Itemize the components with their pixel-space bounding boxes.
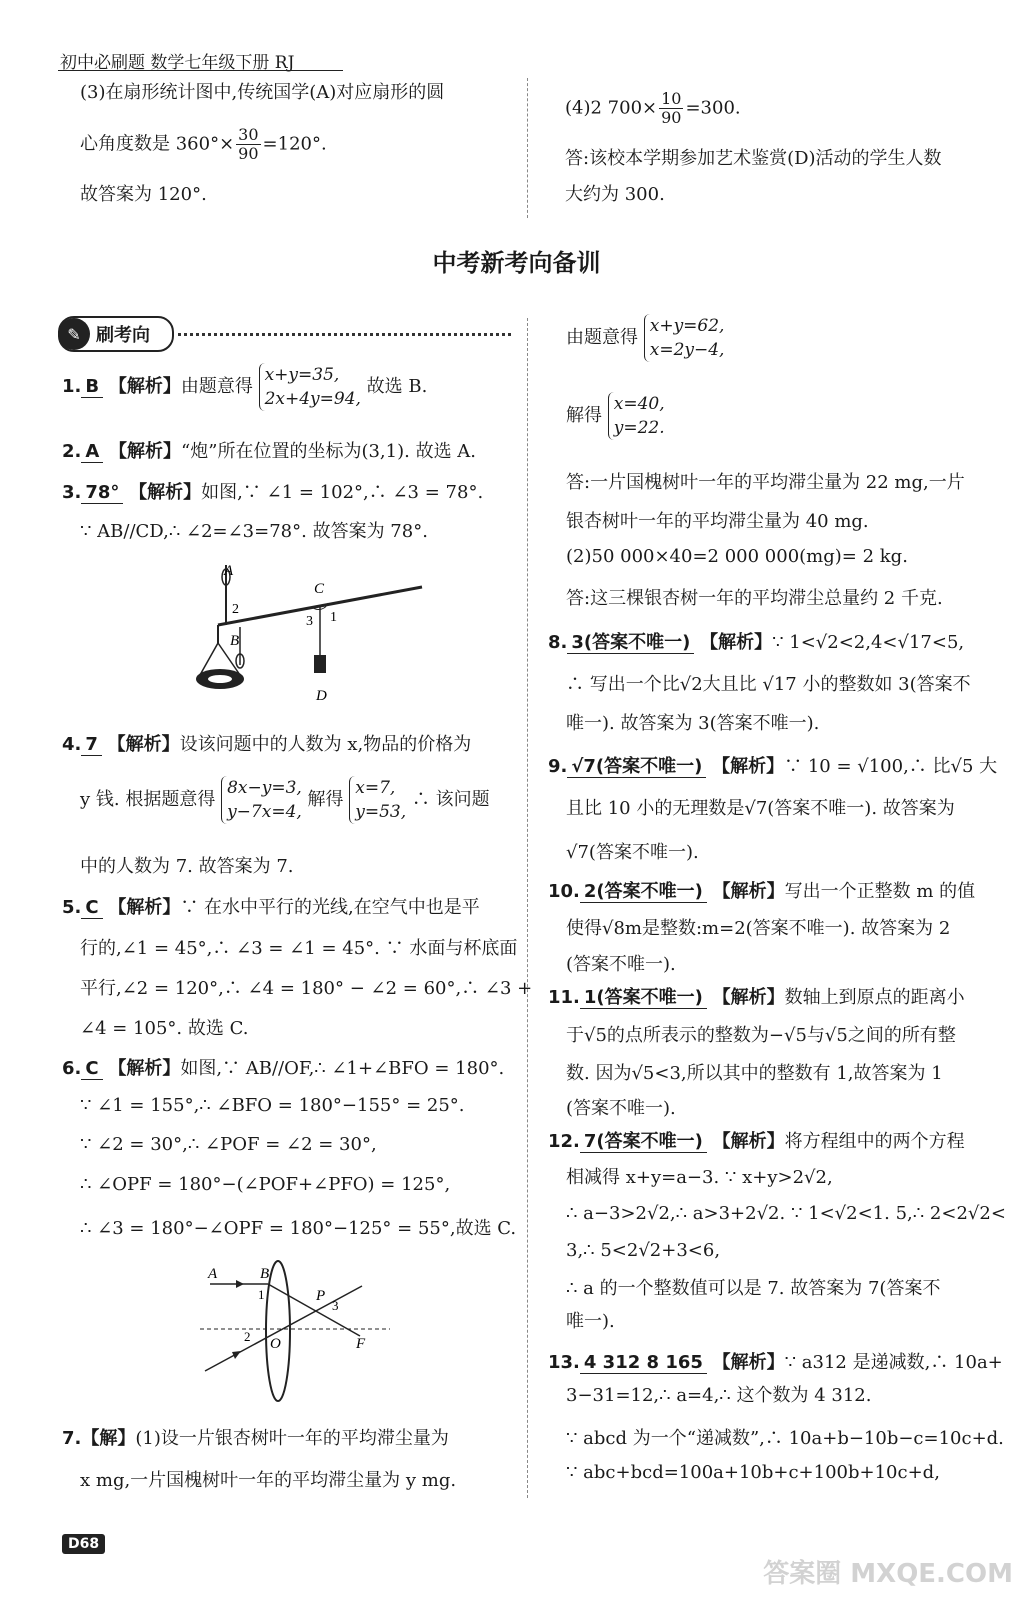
question-12 xyxy=(548,1127,965,1153)
text-line: 中的人数为 7. 故答案为 7. xyxy=(80,856,294,877)
text-line xyxy=(80,776,490,824)
text-line: ∴ a−3>2√2,∴ a>3+2√2. ∵ 1<√2<1. 5,∴ 2<2√2< xyxy=(566,1203,1006,1224)
answer: 7(答案不唯一) xyxy=(580,1131,707,1153)
question-3 xyxy=(62,478,483,504)
text-line xyxy=(565,90,741,127)
text-run: (1)设一片银杏树叶一年的平均滞尘量为 xyxy=(135,1428,449,1449)
text-line xyxy=(80,126,327,163)
question-number: 2. xyxy=(62,441,82,462)
badge-label: 刷考向 xyxy=(96,325,150,346)
text-line: ∵ abc+bcd=100a+10b+c+100b+10c+d, xyxy=(566,1462,940,1483)
text-line: √7(答案不唯一). xyxy=(566,842,699,863)
text-line: ∴ a 的一个整数值可以是 7. 故答案为 7(答案不 xyxy=(566,1278,941,1299)
text-run: 由题意得 xyxy=(566,327,638,348)
equation: 8x−y=3, xyxy=(227,778,302,798)
arrow-icon xyxy=(232,1351,241,1359)
answer: 2(答案不唯一) xyxy=(580,881,707,903)
question-10 xyxy=(548,877,975,903)
analysis-tag: 【解析】 xyxy=(712,881,785,902)
text-run: =120°. xyxy=(262,133,327,155)
text-line: ∴ ∠OPF = 180°−(∠POF+∠PFO) = 125°, xyxy=(80,1174,451,1195)
analysis-tag: 【解析】 xyxy=(712,1352,785,1373)
answer: 78° xyxy=(81,482,123,504)
equation: x+y=62, xyxy=(649,316,725,336)
text-line: x mg,一片国槐树叶一年的平均滞尘量为 y mg. xyxy=(80,1470,457,1491)
angle-label-3: 3 xyxy=(306,614,313,629)
answer: 3(答案不唯一) xyxy=(567,632,694,654)
text-run: ∵ 在水中平行的光线,在空气中也是平 xyxy=(180,897,480,918)
text-line xyxy=(566,314,724,362)
numerator: 10 xyxy=(661,89,682,108)
text-run: (4)2 700× xyxy=(565,97,658,119)
question-2 xyxy=(62,437,476,463)
text-line xyxy=(566,392,665,440)
text-run: ∵ a312 是递减数,∴ 10a+ xyxy=(784,1352,1003,1373)
fraction xyxy=(659,90,683,127)
text-line: 大约为 300. xyxy=(565,184,665,205)
text-line: (3)在扇形统计图中,传统国学(A)对应扇形的圆 xyxy=(80,82,445,103)
angle-label-2: 2 xyxy=(244,1329,251,1344)
label-B: B xyxy=(260,1266,270,1282)
label-B: B xyxy=(230,633,240,649)
text-run: ∵ 1<√2<2,4<√17<5, xyxy=(772,632,965,653)
text-run: 由题意得 xyxy=(180,376,253,397)
angle-label-1: 1 xyxy=(258,1287,265,1302)
equation: x=40, xyxy=(613,394,665,414)
question-13 xyxy=(548,1348,1003,1374)
text-run: 故选 B. xyxy=(366,376,428,397)
text-line: ∵ ∠2 = 30°,∴ ∠POF = ∠2 = 30°, xyxy=(80,1134,377,1155)
analysis-tag: 【解析】 xyxy=(712,987,785,1008)
label-P: P xyxy=(316,1288,326,1304)
label-F: F xyxy=(356,1336,366,1352)
answer: C xyxy=(81,1058,102,1080)
equation-system xyxy=(644,314,725,362)
question-number: 1. xyxy=(62,376,82,397)
text-run: 设该问题中的人数为 x,物品的价格为 xyxy=(179,734,472,755)
label-C: C xyxy=(314,581,325,597)
question-4 xyxy=(62,730,471,756)
analysis-tag: 【解析】 xyxy=(109,441,182,462)
analysis-tag: 【解析】 xyxy=(108,376,181,397)
question-9 xyxy=(548,752,997,778)
text-line: (2)50 000×40=2 000 000(mg)= 2 kg. xyxy=(566,546,908,567)
question-number: 11. xyxy=(548,987,580,1008)
header-rule xyxy=(58,70,343,71)
text-run: 解得 xyxy=(307,789,344,810)
question-number: 4. xyxy=(62,734,82,755)
analysis-tag: 【解析】 xyxy=(712,756,785,777)
question-11 xyxy=(548,983,965,1009)
equation: x=7, xyxy=(355,778,396,798)
analysis-tag: 【解析】 xyxy=(107,734,180,755)
text-line: (答案不唯一). xyxy=(566,954,676,975)
light-refraction-figure xyxy=(200,1256,400,1406)
dotted-rule xyxy=(178,333,511,336)
text-run: ∵ 10 = √100,∴ 比√5 大 xyxy=(784,756,998,777)
numerator: 30 xyxy=(238,125,259,144)
text-run: 如图,∵ ∠1 = 102°,∴ ∠3 = 78°. xyxy=(201,482,484,503)
angle-label-3: 3 xyxy=(332,1298,339,1313)
text-line: ∴ 写出一个比√2大且比 √17 小的整数如 3(答案不 xyxy=(566,674,971,695)
answer: C xyxy=(81,897,102,919)
equation-system xyxy=(608,392,665,440)
equation: y=53, xyxy=(355,802,407,822)
label-A: A xyxy=(224,563,234,579)
text-run: 如图,∵ AB//OF,∴ ∠1+∠BFO = 180°. xyxy=(180,1058,505,1079)
answer: B xyxy=(81,376,103,398)
equation-system xyxy=(259,363,361,411)
text-line: ∵ abcd 为一个“递减数”,∴ 10a+b−10b−c=10c+d. xyxy=(566,1428,1004,1449)
answer: 1(答案不唯一) xyxy=(580,987,707,1009)
text-run: =300. xyxy=(685,97,741,119)
text-line: 使得√8m是整数:m=2(答案不唯一). 故答案为 2 xyxy=(566,918,951,939)
question-number: 7. xyxy=(62,1428,82,1449)
text-line: 行的,∠1 = 45°,∴ ∠3 = ∠1 = 45°. ∵ 水面与杯底面 xyxy=(80,938,518,959)
text-line: 数. 因为√5<3,所以其中的整数有 1,故答案为 1 xyxy=(566,1063,943,1084)
label-D: D xyxy=(316,688,327,704)
text-line: 于√5的点所表示的整数为−√5与√5之间的所有整 xyxy=(566,1025,956,1046)
plumb-weight xyxy=(314,655,326,673)
pencil-icon: ✎ xyxy=(58,318,90,350)
section-title: 中考新考向备训 xyxy=(432,249,601,277)
text-line: 故答案为 120°. xyxy=(80,184,207,205)
watermark-logo: 答案圈 MXQE.COM xyxy=(763,1559,1013,1589)
question-number: 10. xyxy=(548,881,580,902)
text-run: 数轴上到原点的距离小 xyxy=(784,987,965,1008)
answer: √7(答案不唯一) xyxy=(567,756,706,778)
text-run: 将方程组中的两个方程 xyxy=(784,1131,965,1152)
solution-tag: 【解】 xyxy=(81,1428,136,1449)
answer: 4 312 8 165 xyxy=(580,1352,707,1374)
text-line: ∠4 = 105°. 故选 C. xyxy=(80,1018,249,1039)
equation: 2x+4y=94, xyxy=(264,389,361,409)
arrow-icon xyxy=(236,1280,244,1288)
equation: x=2y−4, xyxy=(649,340,725,360)
text-line: 唯一). xyxy=(566,1311,615,1332)
page-number: D68 xyxy=(62,1534,105,1554)
text-line: 相减得 x+y=a−3. ∵ x+y>2√2, xyxy=(566,1167,833,1188)
text-line: 银杏树叶一年的平均滞尘量为 40 mg. xyxy=(566,511,869,532)
angle-label-2: 2 xyxy=(232,602,239,617)
equation-system xyxy=(221,776,302,824)
denominator: 90 xyxy=(238,144,259,163)
text-line: ∴ ∠3 = 180°−∠OPF = 180°−125° = 55°,故选 C. xyxy=(80,1218,517,1239)
question-7 xyxy=(62,1424,449,1450)
analysis-tag: 【解析】 xyxy=(129,482,202,503)
text-run: “炮”所在位置的坐标为(3,1). 故选 A. xyxy=(181,441,477,462)
label-A: A xyxy=(208,1266,218,1282)
section-badge xyxy=(58,316,174,352)
angle-label-1: 1 xyxy=(330,610,337,625)
analysis-tag: 【解析】 xyxy=(108,1058,181,1079)
equation: y=22. xyxy=(613,418,665,438)
question-6 xyxy=(62,1054,504,1080)
question-number: 9. xyxy=(548,756,568,777)
text-line: 3−31=12,∴ a=4,∴ 这个数为 4 312. xyxy=(566,1385,872,1406)
column-divider-top xyxy=(527,78,528,218)
running-header: 初中必刷题 数学七年级下册 RJ xyxy=(60,53,295,73)
text-line: 答:这三棵银杏树一年的平均滞尘总量约 2 千克. xyxy=(566,588,943,609)
label-O: O xyxy=(270,1336,281,1352)
equation: y−7x=4, xyxy=(227,802,302,822)
balance-figure xyxy=(190,555,430,705)
question-number: 13. xyxy=(548,1352,580,1373)
question-number: 12. xyxy=(548,1131,580,1152)
text-line: 平行,∠2 = 120°,∴ ∠4 = 180° − ∠2 = 60°,∴ ∠3 + xyxy=(80,978,533,999)
text-run: 写出一个正整数 m 的值 xyxy=(784,881,976,902)
text-line: ∵ AB//CD,∴ ∠2=∠3=78°. 故答案为 78°. xyxy=(80,521,428,542)
question-8 xyxy=(548,628,964,654)
answer: 7 xyxy=(81,734,102,756)
question-5 xyxy=(62,893,480,919)
question-number: 8. xyxy=(548,632,568,653)
analysis-tag: 【解析】 xyxy=(700,632,773,653)
text-line: 唯一). 故答案为 3(答案不唯一). xyxy=(566,713,820,734)
question-number: 5. xyxy=(62,897,82,918)
analysis-tag: 【解析】 xyxy=(712,1131,785,1152)
text-line: 答:该校本学期参加艺术鉴赏(D)活动的学生人数 xyxy=(565,148,942,169)
question-number: 6. xyxy=(62,1058,82,1079)
equation-system xyxy=(349,776,406,824)
text-run: y 钱. 根据题意得 xyxy=(80,789,216,810)
text-line: 3,∴ 5<2√2+3<6, xyxy=(566,1240,721,1261)
ray-BF xyxy=(268,1284,360,1336)
question-1 xyxy=(62,363,427,411)
text-line: (答案不唯一). xyxy=(566,1098,676,1119)
equation: x+y=35, xyxy=(264,365,340,385)
column-divider xyxy=(527,318,528,1498)
text-line: 且比 10 小的无理数是√7(答案不唯一). 故答案为 xyxy=(566,798,955,819)
fraction xyxy=(236,126,260,163)
text-run: 解得 xyxy=(566,405,602,426)
text-run: ∴ 该问题 xyxy=(411,789,490,810)
pan-highlight xyxy=(208,675,232,683)
analysis-tag: 【解析】 xyxy=(108,897,181,918)
text-line: 答:一片国槐树叶一年的平均滞尘量为 22 mg,一片 xyxy=(566,472,965,493)
text-line: ∵ ∠1 = 155°,∴ ∠BFO = 180°−155° = 25°. xyxy=(80,1095,465,1116)
question-number: 3. xyxy=(62,482,82,503)
text-run: 心角度数是 360°× xyxy=(80,133,235,155)
answer: A xyxy=(81,441,103,463)
denominator: 90 xyxy=(661,108,682,127)
